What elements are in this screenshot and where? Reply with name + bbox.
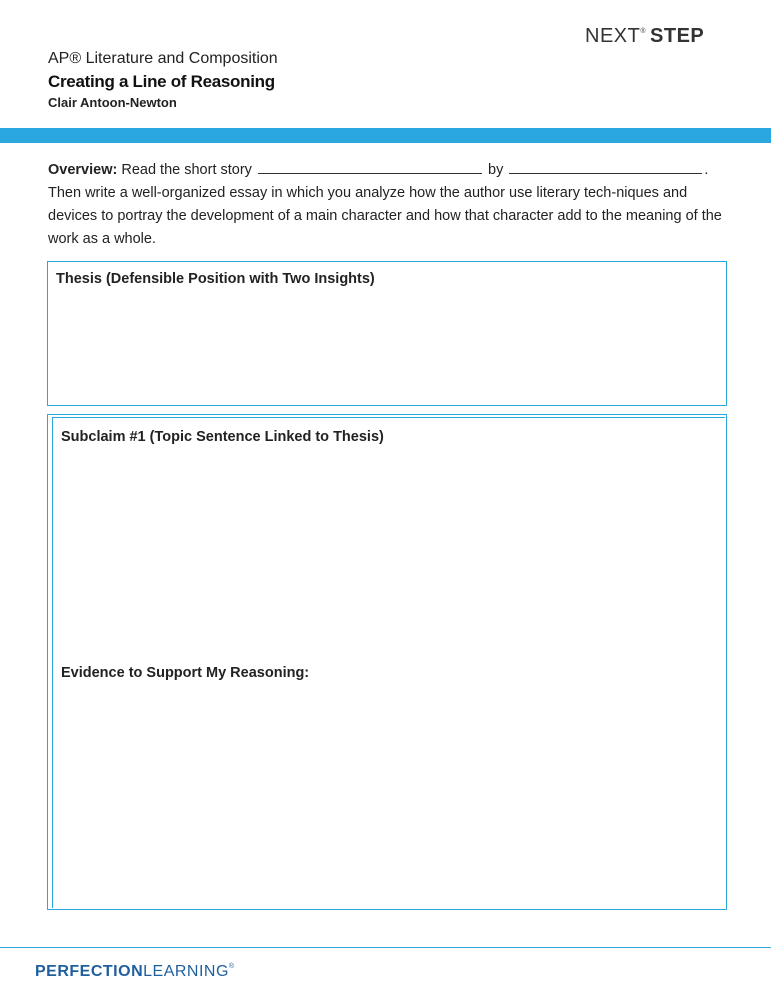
subclaim-label: Subclaim #1 (Topic Sentence Linked to Thesis) — [61, 429, 384, 445]
logo-registered-mark: ® — [640, 28, 647, 35]
footer-divider — [0, 947, 771, 948]
overview-text-before: Read the short story — [121, 162, 252, 178]
story-title-blank[interactable] — [258, 159, 482, 174]
logo-next-text: NEXT — [585, 25, 641, 47]
author-name: Clair Antoon-Newton — [48, 95, 177, 110]
overview-paragraph — [48, 159, 728, 251]
course-name: AP® Literature and Composition — [48, 50, 278, 67]
evidence-label: Evidence to Support My Reasoning: — [61, 665, 310, 681]
header-divider-bar — [0, 128, 771, 143]
thesis-label: Thesis (Defensible Position with Two Insights) — [56, 271, 375, 287]
overview-label: Overview: — [48, 162, 118, 178]
page-title: Creating a Line of Reasoning — [48, 72, 275, 91]
subclaim-box-inner-border — [52, 417, 725, 908]
footer-logo-registered-mark: ® — [228, 963, 235, 970]
overview-text-after: . — [704, 162, 709, 178]
overview-text-by: by — [488, 162, 504, 178]
footer-logo-part1: PERFECTION — [35, 963, 144, 980]
nextstep-logo — [585, 25, 704, 48]
overview-text-rest: Then write a well-organized essay in which you analyze how the author use literary tech-niques and devices to portray the development of a main character and how that character add to the meaning of the work as a whole. — [48, 185, 722, 247]
story-author-blank[interactable] — [509, 159, 702, 174]
footer-logo-part2: LEARNING — [143, 963, 229, 980]
logo-step-text: STEP — [650, 25, 705, 47]
perfection-learning-logo — [35, 963, 235, 981]
